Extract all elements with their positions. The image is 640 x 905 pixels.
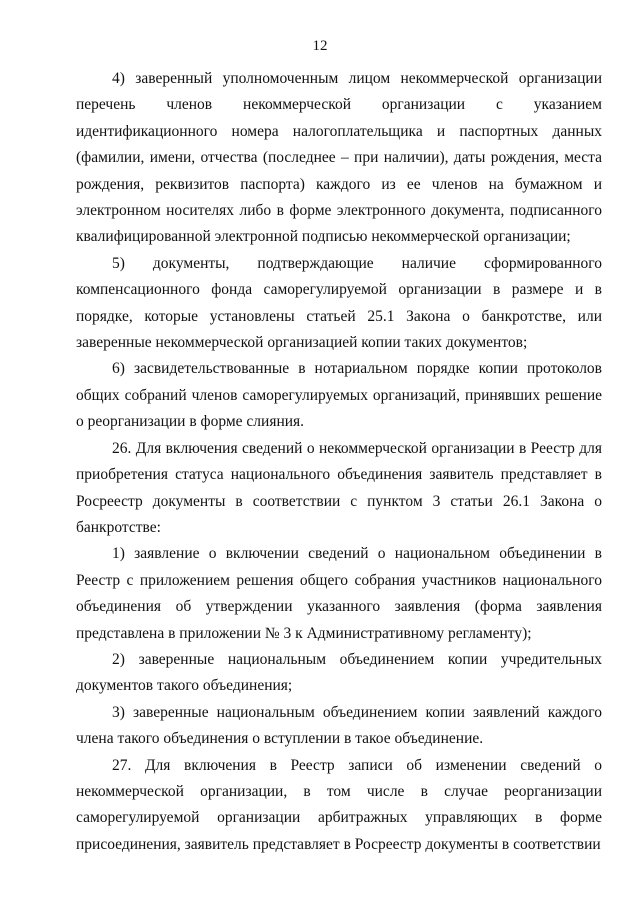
paragraph-26-item-3: 3) заверенные национальным объединением копии заявлений каждого члена такого объединения о вступлении в такое объединение.	[76, 703, 602, 748]
page-number: 12	[312, 38, 328, 54]
paragraph-section-27: 27. Для включения в Реестр записи об изменении сведений о некоммерческой организации, в том числе в случае реорганизации саморегулируемой организации арбитражных управляющих в форме присоединения, заявитель представляет в Росреестр документы в соответствии	[76, 756, 602, 853]
document-body	[76, 66, 602, 858]
paragraph-section-26: 26. Для включения сведений о некоммерческой организации в Реестр для приобретения статуса национального объединения заявитель представляет в Росреестр документы в соответствии с пунктом 3 статьи 26.1 Закона о банкротстве:	[76, 439, 602, 536]
paragraph-item-4: 4) заверенный уполномоченным лицом некоммерческой организации перечень членов некоммерческой организации с указанием идентификационного номера налогоплательщика и паспортных данных (фамилии, имени, отчества (последнее – при наличии), даты рождения, места рождения, реквизитов паспорта) каждого из ее членов на бумажном и электронном носителях либо в форме электронного документа, подписанного квалифицированной электронной подписью некоммерческой организации;	[76, 70, 602, 246]
paragraph-item-5: 5) документы, подтверждающие наличие сформированного компенсационного фонда саморегулируемой организации в размере и в порядке, которые установлены статьей 25.1 Закона о банкротстве, или заверенные некоммерческой организацией копии таких документов;	[76, 254, 602, 352]
paragraph-26-item-1: 1) заявление о включении сведений о национальном объединении в Реестр с приложением решения общего собрания участников национального объединения об утверждении указанного заявления (форма заявления представлена в приложении № 3 к Административному регламенту);	[76, 545, 602, 642]
paragraph-item-6: 6) засвидетельствованные в нотариальном порядке копии протоколов общих собраний членов саморегулируемых организаций, принявших решение о реорганизации в форме слияния.	[76, 360, 602, 431]
paragraph-26-item-2: 2) заверенные национальным объединением копии учредительных документов такого объединения;	[76, 650, 602, 695]
